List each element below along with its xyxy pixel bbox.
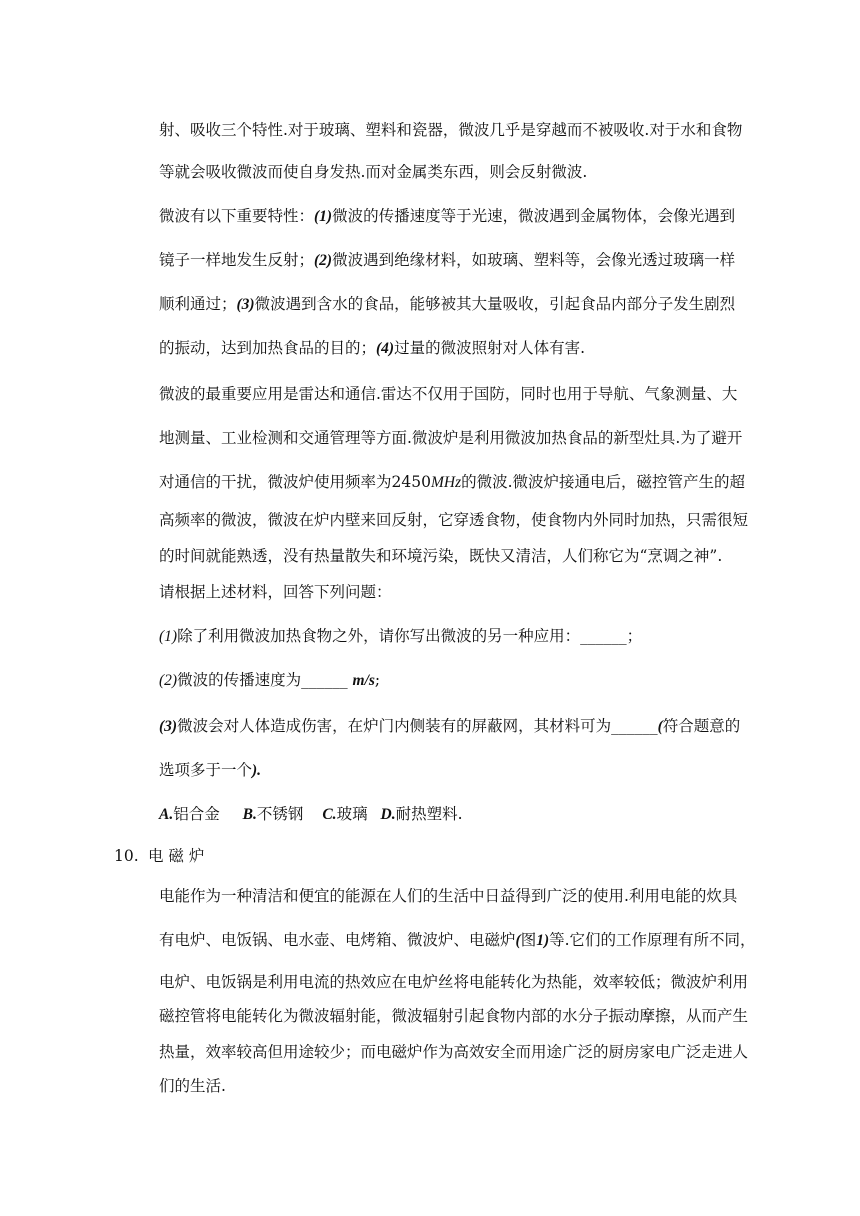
question-2: (2)微波的传播速度为______ m/s; [159, 671, 381, 689]
question-3-options [159, 804, 463, 825]
para3-line5: 的时间就能熟透，没有热量散失和环境污染，既快又清洁，人们称它为“烹调之神”. [159, 547, 723, 565]
para3-line3: 对通信的干扰，微波炉使用频率为2450MHz的微波.微波炉接通电后，磁控管产生的超 [159, 473, 746, 491]
question-3-line1: (3)微波会对人体造成伤害，在炉门内侧装有的屏蔽网，其材料可为______(符合题意的 [159, 717, 741, 735]
item-number: 10. [114, 847, 139, 865]
question-3-line2: 选项多于一个). [159, 761, 262, 779]
para2-line1: 微波有以下重要特性：(1)微波的传播速度等于光速，微波遇到金属物体，会像光遇到 [159, 207, 736, 225]
para1-line1: 射、吸收三个特性.对于玻璃、塑料和瓷器，微波几乎是穿越而不被吸收.对于水和食物 [159, 121, 743, 139]
question-1: (1)除了利用微波加热食物之外，请你写出微波的另一种应用：______； [159, 627, 643, 645]
para1-line2: 等就会吸收微波而使自身发热.而对金属类东西，则会反射微波. [159, 163, 588, 181]
para3-line2: 地测量、工业检测和交通管理等方面.微波炉是利用微波加热食品的新型灶具.为了避开 [159, 429, 743, 447]
para3-line6: 请根据上述材料，回答下列问题： [159, 583, 392, 601]
para3-line4: 高频率的微波，微波在炉内壁来回反射，它穿透食物，使食物内外同时加热，只需很短 [159, 511, 749, 529]
item10-line6: 们的生活. [159, 1077, 226, 1095]
item10-line4: 磁控管将电能转化为微波辐射能，微波辐射引起食物内部的水分子振动摩擦，从而产生 [159, 1007, 749, 1025]
option-c-label: C. [322, 806, 337, 823]
para2-line4: 的振动，达到加热食品的目的；(4)过量的微波照射对人体有害. [159, 339, 586, 357]
option-a-label: A. [159, 806, 174, 823]
option-a-text: 铝合金 [173, 805, 220, 823]
para2-line2: 镜子一样地发生反射；(2)微波遇到绝缘材料，如玻璃、塑料等，会像光透过玻璃一样 [159, 251, 736, 269]
option-d-text: 耐热塑料. [395, 805, 463, 823]
option-b-label: B. [242, 806, 257, 823]
item10-line5: 热量，效率较高但用途较少；而电磁炉作为高效安全而用途广泛的厨房家电广泛走进人 [159, 1043, 749, 1061]
para3-line1: 微波的最重要应用是雷达和通信.雷达不仅用于国防，同时也用于导航、气象测量、大 [159, 385, 738, 403]
item-title: 电 磁 炉 [148, 847, 205, 865]
option-b-text: 不锈钢 [256, 805, 304, 823]
item10-line2: 有电炉、电饭锅、电水壶、电烤箱、微波炉、电磁炉(图1)等.它们的工作原理有所不同， [159, 931, 756, 949]
option-c-text: 玻璃 [336, 805, 368, 823]
item10-line3: 电炉、电饭锅是利用电流的热效应在电炉丝将电能转化为热能，效率较低；微波炉利用 [159, 973, 749, 991]
para2-line3: 顺利通过；(3)微波遇到含水的食品，能够被其大量吸收，引起食品内部分子发生剧烈 [159, 295, 736, 313]
option-d-label: D. [380, 806, 396, 823]
item10-line1: 电能作为一种清洁和便宜的能源在人们的生活中日益得到广泛的使用.利用电能的炊具 [159, 887, 738, 905]
